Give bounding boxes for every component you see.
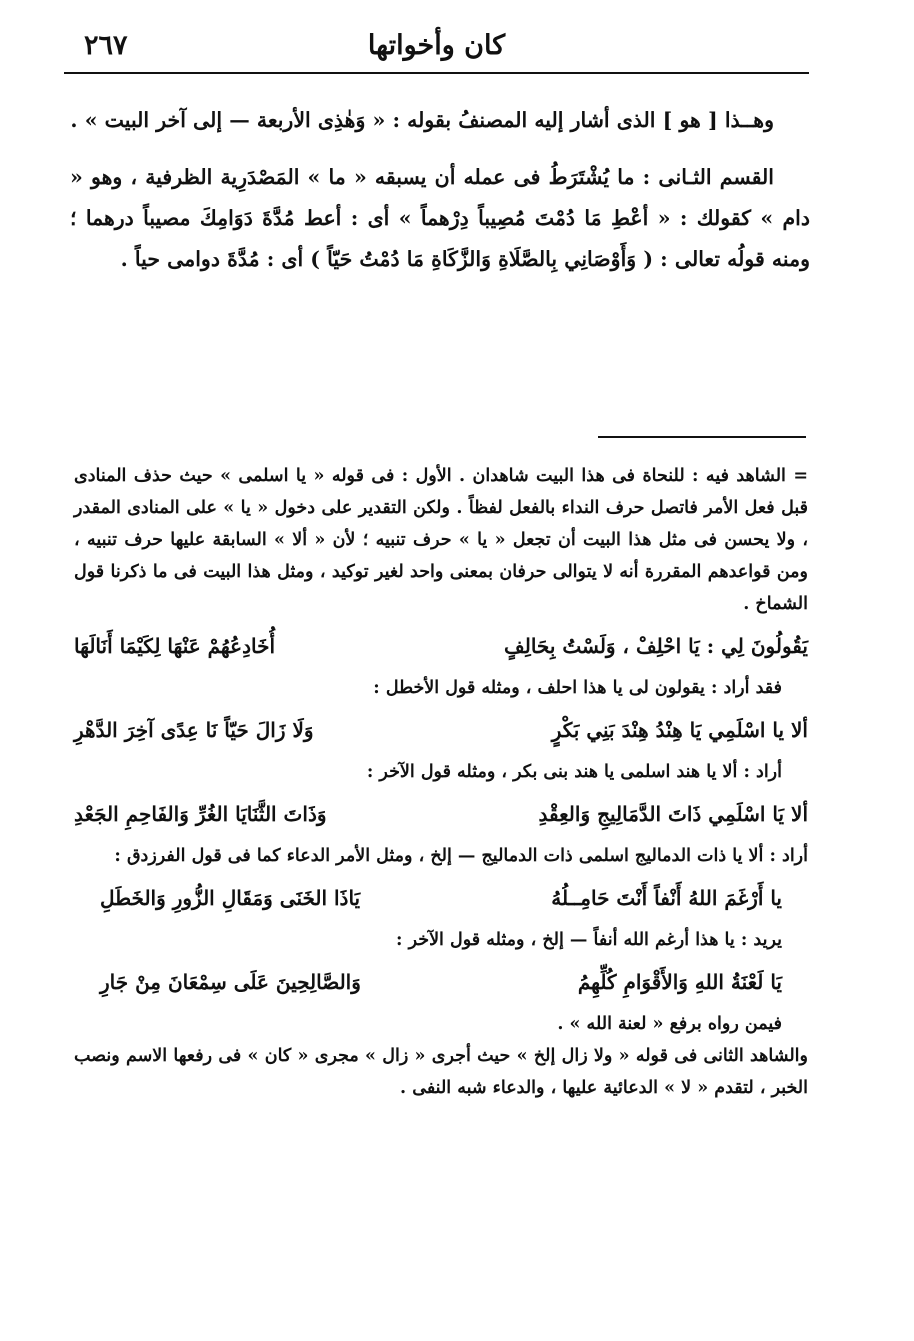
footnote-text: فقد أراد : يقولون لى يا هذا احلف ، ومثله قول الأخطل : <box>373 678 782 698</box>
footnote-text: أراد : ألا يا هند اسلمى يا هند بنى بكر ، ومثله قول الآخر : <box>366 762 782 782</box>
verse-hemistich: ألا يَا اسْلَمِي ذَاتَ الدَّمَالِيجِ وَالعِقْدِ <box>538 802 808 826</box>
main-text <box>70 100 810 296</box>
verse-hemistich: يَا لَعْنَةُ اللهِ وَالأَقْوَامِ كُلِّهِمُ <box>577 970 782 994</box>
verse-line <box>74 708 808 752</box>
main-paragraph: وهــذا [ هو ] الذى أشار إليه المصنفُ بقوله : « وَهٰذِى الأربعة — إلى آخر البيت » . <box>70 108 774 132</box>
verse-hemistich: يَقُولُونَ لِي : يَا احْلِفْ ، وَلَسْتُ بِحَالِفٍ <box>504 634 808 658</box>
footnote-text: أراد : ألا يا ذات الدماليج اسلمى ذات الدماليج — إلخ ، ومثل الأمر الدعاء كما فى قول الفرزدق : <box>114 846 808 866</box>
verse-hemistich: وَلَا زَالَ حَيّاً نَا عِدًى آخِرَ الدَّهْرِ <box>74 718 314 742</box>
verse-hemistich: يَاذَا الخَنَى وَمَقَالِ الزُّورِ وَالخَطَلِ <box>100 886 361 910</box>
running-header <box>64 22 809 70</box>
header-divider <box>64 72 809 74</box>
verse-line <box>74 624 808 668</box>
verse-line <box>74 792 808 836</box>
verse-line <box>74 960 808 1004</box>
main-paragraph: القسم الثـانى : ما يُشْتَرَطُ فى عمله أن يسبقه « ما » المَصْدَرِية الظرفية ، وهو « دام » كقولك : « أعْطِ مَا دُمْتَ مُصِيباً دِرْهماً » أى : أعط مُدَّةَ دَوَامِكَ مصيباً درهما ؛ ومنه قولُه تعالى : ( وَأَوْصَانِي بِالصَّلَاةِ وَالزَّكَاةِ مَا دُمْتُ حَيّاً ) أى : مُدَّةَ دوامى حياً . <box>70 165 810 271</box>
verse-line <box>74 876 808 920</box>
footnotes <box>74 460 808 1104</box>
footnote-text: يريد : يا هذا أرغم الله أنفاً — إلخ ، ومثله قول الآخر : <box>396 930 782 950</box>
footnote-paragraph: = الشاهد فيه : للنحاة فى هذا البيت شاهدان . الأول : فى قوله « يا اسلمى » حيث حذف المنادى قبل فعل الأمر فاتصل حرف النداء بالفعل لفظاً . ولكن التقدير على دخول « يا » على المنادى المقدر ، ولا يحسن فى مثل هذا البيت أن تجعل « يا » حرف تنبيه ؛ لأن « ألا » السابقة عليها حرف تنبيه ، ومن قواعدهم المقررة أنه لا يتوالى حرفان بمعنى واحد لغير توكيد ، ومثل هذا البيت فى ما ذكرنا قول الشماخ . <box>74 466 808 614</box>
verse-hemistich: وَالصَّالِحِينَ عَلَى سِمْعَانَ مِنْ جَارِ <box>100 970 361 994</box>
footnote-divider <box>598 436 806 438</box>
verse-hemistich: ألا يا اسْلَمِي يَا هِنْدُ هِنْدَ بَنِي بَكْرٍ <box>551 718 808 742</box>
verse-hemistich: وَذَاتَ الثَّنَايَا الغُرِّ وَالفَاحِمِ الجَعْدِ <box>74 802 327 826</box>
verse-hemistich: أُخَادِعُهُمْ عَنْهَا لِكَيْمَا أَنَالَهَا <box>74 634 276 658</box>
footnote-text: فيمن رواه برفع « لعنة الله » . <box>557 1014 782 1034</box>
chapter-title: كان وأخواتها <box>367 30 506 61</box>
page-number: ٢٦٧ <box>84 30 128 61</box>
verse-hemistich: يا أَرْغَمَ اللهُ أَنْفاً أَنْتَ حَامِــلُهُ <box>551 886 782 910</box>
footnote-paragraph: والشاهد الثانى فى قوله « ولا زال إلخ » حيث أجرى « زال » مجرى « كان » فى رفعها الاسم ونصب الخبر ، لتقدم « لا » الدعائية عليها ، والدعاء شبه النفى . <box>74 1046 808 1098</box>
